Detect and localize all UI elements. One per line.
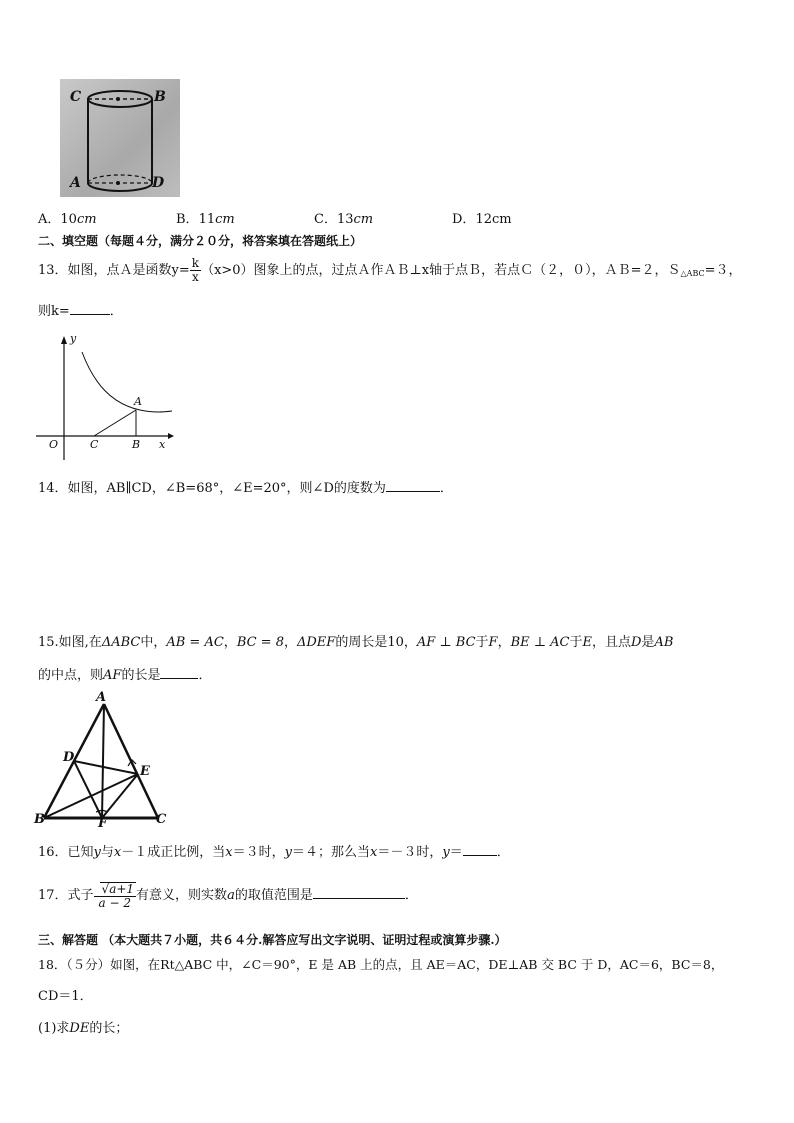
- q15-text: ，: [223, 635, 237, 650]
- q13-fraction: [190, 257, 201, 284]
- q13-answer-blank[interactable]: [70, 302, 110, 315]
- q13-label-c: C: [90, 438, 99, 451]
- q18-text: 的长；: [89, 1021, 129, 1036]
- q13-graph: [36, 332, 186, 457]
- q15-math: AB: [654, 635, 674, 650]
- q15-math: E: [582, 635, 592, 650]
- option-label: B．: [176, 212, 199, 227]
- q13-label-a: A: [134, 395, 142, 408]
- q12-option-a[interactable]: [38, 208, 97, 227]
- section2-heading: 二、填空题（每题４分，满分２０分，将答案填在答题纸上）: [38, 234, 363, 248]
- q15-text: 中，: [140, 635, 167, 650]
- q13-label-x: x: [159, 438, 166, 451]
- q17-frac-num: √a+1: [101, 881, 135, 896]
- q15-math: ΔABC: [101, 635, 141, 650]
- q15-label-a: A: [96, 690, 107, 705]
- q15-text: 是: [641, 635, 655, 650]
- q18-sub1: [38, 1020, 128, 1038]
- q15-triangle-drawing: [36, 694, 176, 830]
- q15-label-f: F: [98, 816, 108, 831]
- q16-math: y: [284, 845, 292, 860]
- q15-text: 15.如图,在: [38, 635, 102, 650]
- q17-math: a: [227, 888, 235, 903]
- q15-math: AF: [103, 668, 122, 683]
- cylinder-label-b: B: [154, 89, 166, 105]
- q13-text: =３，: [704, 263, 742, 278]
- q16-text: 16．已知: [38, 845, 94, 860]
- q15-label-c: C: [156, 812, 167, 827]
- q16-text: ＝－３时，: [377, 845, 443, 860]
- option-value: 11: [198, 212, 216, 227]
- q14-text: 14．如图，AB∥CD，∠B=68°，∠E=20°，则∠D的度数为: [38, 481, 386, 496]
- q15-math: D: [630, 635, 642, 650]
- q16-text: －１成正比例，当: [121, 845, 226, 860]
- q15-math: ΔDEF: [297, 635, 336, 650]
- cylinder-label-d: D: [152, 175, 165, 191]
- q17-fraction: [94, 882, 137, 910]
- q13-frac-num: k: [191, 256, 200, 270]
- q13-text: 13．如图，点Ａ是函数y=: [38, 263, 190, 278]
- option-value: 13: [336, 212, 354, 227]
- q13-subscript: △ABC: [680, 269, 705, 278]
- cylinder-label-a: A: [70, 175, 81, 191]
- q15-label-e: E: [140, 764, 150, 779]
- q15-label-d: D: [63, 750, 75, 765]
- q16-answer-blank[interactable]: [463, 843, 497, 856]
- q13-line1: [38, 256, 742, 289]
- option-unit: cm: [76, 212, 97, 227]
- q15-text: ，: [283, 635, 297, 650]
- q18-math: DE: [69, 1021, 90, 1036]
- q15-math: F: [488, 635, 498, 650]
- q12-option-b[interactable]: [176, 208, 235, 227]
- option-value: 10: [60, 212, 77, 227]
- q17-text: ．: [404, 888, 418, 903]
- option-label: A．: [38, 212, 61, 227]
- q15-math: BC = 8: [236, 635, 284, 650]
- q16-math: x: [113, 845, 122, 860]
- q16-math: x: [225, 845, 233, 860]
- q15-label-b: B: [34, 812, 45, 827]
- q13-line2: [38, 302, 123, 321]
- q13-text: 则k=: [38, 304, 70, 319]
- q13-frac-den: x: [190, 270, 201, 284]
- q17-text: 有意义，则实数: [136, 888, 228, 903]
- q15-text: ，且点: [591, 635, 631, 650]
- q17-text: 17．式子: [38, 888, 94, 903]
- q13-text: ．: [109, 304, 123, 319]
- q16-text: ＝４；那么当: [292, 845, 371, 860]
- q17-line: [38, 876, 418, 916]
- q15-answer-blank[interactable]: [160, 666, 198, 679]
- q16-text: ．: [496, 845, 510, 860]
- q15-text: 的中点，则: [38, 668, 104, 683]
- q15-math: AF ⊥ BC: [416, 635, 476, 650]
- q15-text: 的周长是10，: [335, 635, 417, 650]
- q15-math: BE ⊥ AC: [510, 635, 570, 650]
- q13-label-y: y: [70, 332, 77, 345]
- q16-math: x: [370, 845, 378, 860]
- q17-answer-blank[interactable]: [313, 886, 405, 899]
- section3-heading: 三、解答题 （本大题共７小题，共６４分.解答应写出文字说明、证明过程或演算步骤.）: [38, 933, 507, 947]
- option-value: 12cm: [475, 212, 512, 227]
- q14-line: [38, 479, 453, 498]
- option-unit: cm: [353, 212, 374, 227]
- option-unit: cm: [215, 212, 235, 227]
- q13-label-b: B: [132, 438, 141, 451]
- cylinder-label-c: C: [70, 89, 82, 105]
- q15-line2: [38, 666, 211, 685]
- q16-text: ＝: [449, 845, 463, 860]
- cylinder-figure: [60, 79, 180, 197]
- q15-line1: [38, 634, 673, 652]
- option-label: C．: [314, 212, 337, 227]
- q18-line1: 18．（５分）如图，在Rt△ABC 中，∠C＝90°，E 是 AB 上的点，且 AE＝AC，DE⊥AB 交 BC 于 D，AC＝6，BC＝8，: [38, 957, 724, 972]
- q15-text: 的长是: [121, 668, 161, 683]
- q17-frac-den: a − 2: [94, 896, 137, 910]
- q16-text: 与: [100, 845, 114, 860]
- q13-label-o: O: [49, 438, 59, 451]
- q13-text: （x>0）图象上的点，过点Ａ作ＡＢ⊥x轴于点Ｂ，若点Ｃ（２，０），ＡＢ=２，Ｓ: [201, 263, 681, 278]
- q18-text: (1)求: [38, 1021, 70, 1036]
- q17-text: 的取值范围是: [234, 888, 313, 903]
- q15-triangle-figure: [34, 690, 176, 831]
- q16-line: [38, 843, 510, 862]
- q16-math: y: [93, 845, 101, 860]
- q16-text: ＝３时，: [232, 845, 285, 860]
- q18-line2: CD＝1．: [38, 989, 93, 1004]
- q14-text: ．: [439, 481, 453, 496]
- q12-option-d[interactable]: [452, 208, 512, 227]
- option-label: D．: [452, 212, 476, 227]
- q15-text: 于: [569, 635, 583, 650]
- q14-answer-blank[interactable]: [386, 479, 440, 492]
- q12-option-c[interactable]: [314, 208, 373, 227]
- q15-text: 于: [475, 635, 489, 650]
- q15-text: ．: [198, 668, 212, 683]
- q15-text: ，: [497, 635, 511, 650]
- q15-math: AB = AC: [166, 635, 224, 650]
- q16-math: y: [442, 845, 450, 860]
